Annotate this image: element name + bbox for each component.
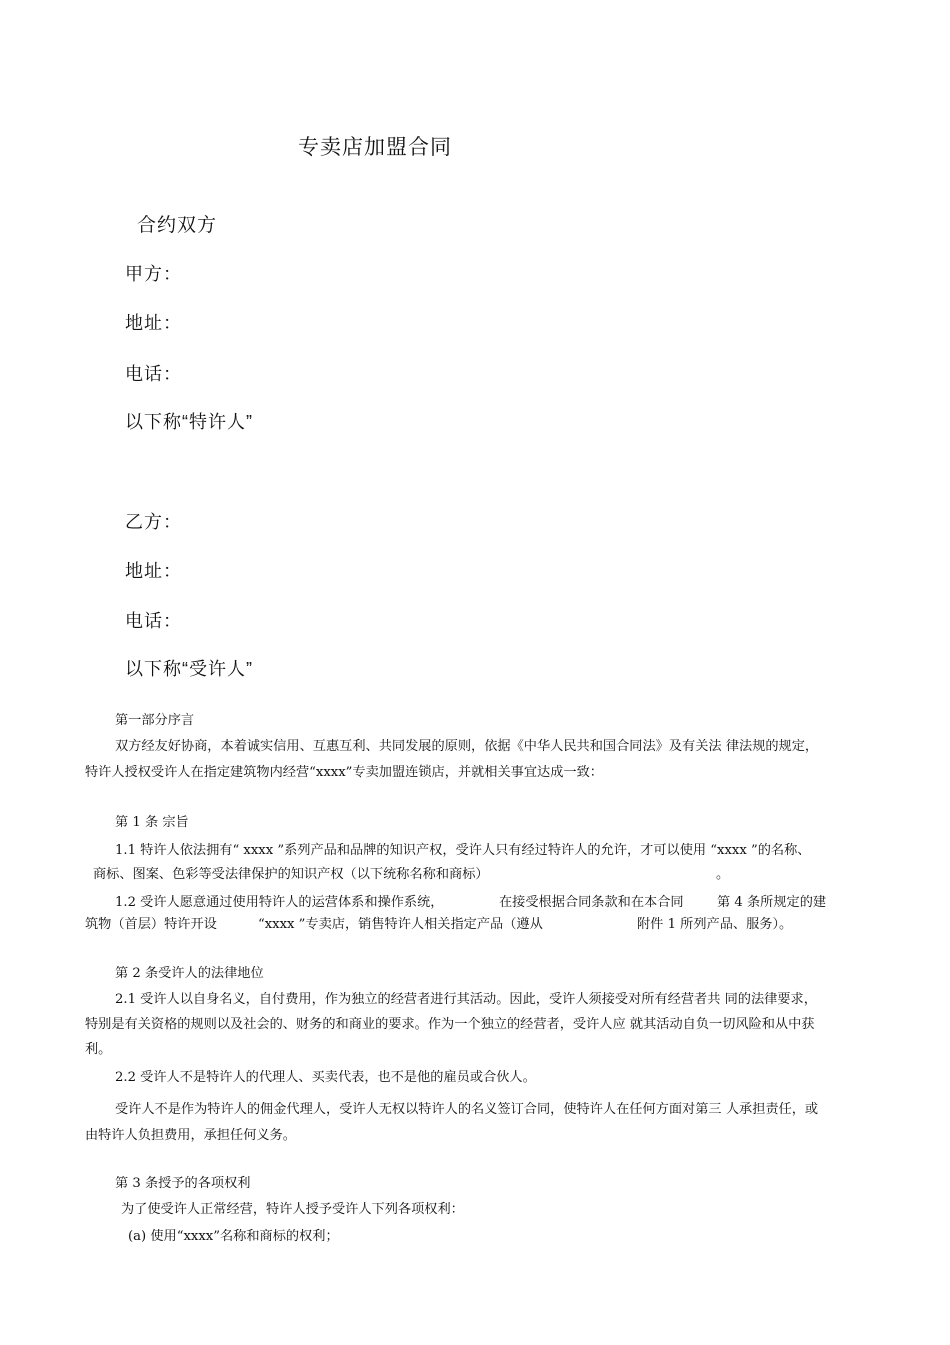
- article-1-p2-line-1b: 在接受根据合同条款和在本合同: [499, 895, 684, 910]
- article-2-p1-line-2: 特别是有关资格的规则以及社会的、财务的和商业的要求。作为一个独立的经营者，受许人应 就其活动自负一切风险和从中获: [85, 1017, 815, 1032]
- article-2-p1-line-1: 2.1 受许人以自身名义，自付费用，作为独立的经营者进行其活动。因此，受许人须接受对所有经营者共 同的法律要求，: [115, 992, 817, 1007]
- article-2-p2: 2.2 受许人不是特许人的代理人、买卖代表，也不是他的雇员或合伙人。: [115, 1070, 536, 1085]
- article-1-p1-line-2-end: 。: [716, 867, 730, 882]
- article-1-p2-line-2c: 附件 1 所列产品、服务）。: [637, 917, 793, 932]
- article-3-heading: 第 3 条授予的各项权利: [115, 1176, 251, 1191]
- article-1-heading: 第 1 条 宗旨: [115, 815, 189, 830]
- article-1-p2-line-2a: 筑物（首层）特许开设: [85, 917, 217, 932]
- party-a-alias: 以下称“特许人”: [125, 412, 253, 432]
- party-a-label: 甲方：: [125, 264, 182, 284]
- article-2-p1-line-3: 利。: [85, 1042, 112, 1057]
- party-b-phone: 电话：: [125, 611, 182, 631]
- party-b-address: 地址：: [125, 561, 182, 581]
- party-a-address: 地址：: [125, 313, 182, 333]
- article-3-intro: 为了使受许人正常经营，特许人授予受许人下列各项权利：: [121, 1202, 464, 1217]
- preface-line-2: 特许人授权受许人在指定建筑物内经营“xxxx”专卖加盟连锁店，并就相关事宜达成一致：: [85, 765, 603, 780]
- article-1-p2-line-2b: “xxxx ”专卖店，销售特许人相关指定产品（遵从: [258, 917, 543, 932]
- party-a-phone: 电话：: [125, 364, 182, 384]
- parties-heading: 合约双方: [137, 215, 218, 236]
- article-2-p3-line-2: 由特许人负担费用，承担任何义务。: [85, 1128, 296, 1143]
- article-1-p2-line-1a: 1.2 受许人愿意通过使用特许人的运营体系和操作系统，: [115, 895, 444, 910]
- article-1-p1-line-2: 商标、图案、色彩等受法律保护的知识产权（以下统称名称和商标）: [93, 867, 489, 882]
- preface-line-1: 双方经友好协商，本着诚实信用、互惠互利、共同发展的原则，依据《中华人民共和国合同法》及有关法 律法规的规定，: [115, 739, 819, 754]
- preface-heading: 第一部分序言: [115, 713, 195, 728]
- page-title: 专卖店加盟合同: [298, 136, 452, 159]
- article-3-item-a: (a) 使用“xxxx”名称和商标的权利；: [128, 1229, 339, 1244]
- party-b-label: 乙方：: [125, 512, 182, 532]
- article-2-heading: 第 2 条受许人的法律地位: [115, 966, 264, 981]
- party-b-alias: 以下称“受许人”: [125, 659, 253, 679]
- article-1-p2-line-1c: 第 4 条所规定的建: [717, 895, 827, 910]
- article-2-p3-line-1: 受许人不是作为特许人的佣金代理人，受许人无权以特许人的名义签订合同，使特许人在任何方面对第三 人承担责任，或: [115, 1102, 819, 1117]
- article-1-p1-line-1: 1.1 特许人依法拥有“ xxxx ”系列产品和品牌的知识产权，受许人只有经过特许人的允许，才可以使用 “xxxx ”的名称、: [115, 843, 811, 858]
